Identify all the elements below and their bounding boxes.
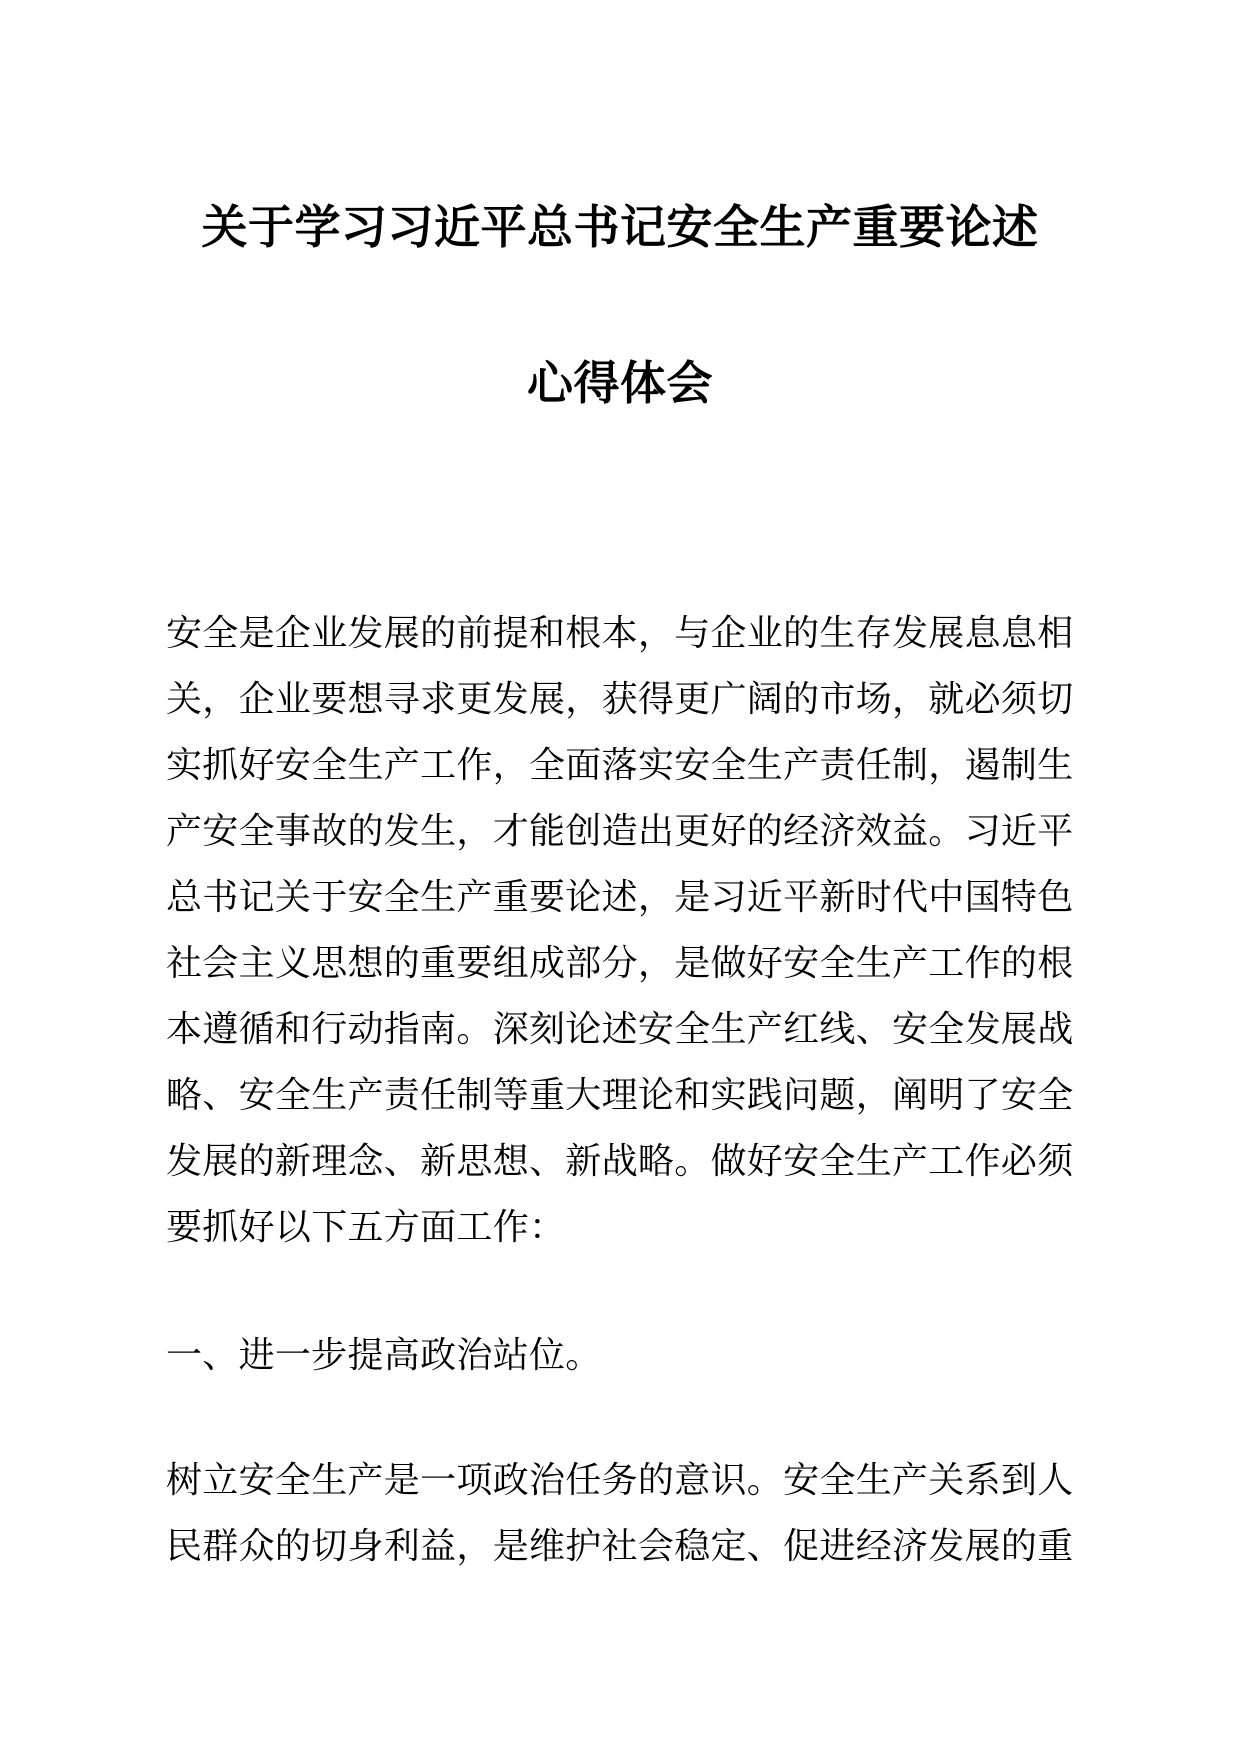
text-line: 发展的新理念、新思想、新战略。做好安全生产工作必须 <box>166 1140 1074 1181</box>
paragraph-1 <box>166 600 1078 1260</box>
text-line: 略、安全生产责任制等重大理论和实践问题，阐明了安全 <box>166 1074 1074 1115</box>
section-heading-1: 一、进一步提高政治站位。 <box>166 1334 602 1375</box>
text-line: 安全是企业发展的前提和根本，与企业的生存发展息息相 <box>166 612 1074 653</box>
text-line: 要抓好以下五方面工作： <box>166 1206 566 1247</box>
text-line: 社会主义思想的重要组成部分，是做好安全生产工作的根 <box>166 942 1074 983</box>
text-line: 民群众的切身利益，是维护社会稳定、促进经济发展的重 <box>166 1525 1074 1566</box>
text-line: 关，企业要想寻求更发展，获得更广阔的市场，就必须切 <box>166 678 1074 719</box>
text-line: 总书记关于安全生产重要论述，是习近平新时代中国特色 <box>166 876 1074 917</box>
text-line: 树立安全生产是一项政治任务的意识。安全生产关系到人 <box>166 1459 1074 1500</box>
paragraph-2 <box>166 1447 1078 1579</box>
text-line: 本遵循和行动指南。深刻论述安全生产红线、安全发展战 <box>166 1008 1074 1049</box>
text-line: 实抓好安全生产工作，全面落实安全生产责任制，遏制生 <box>166 744 1074 785</box>
document-title-line-1: 关于学习习近平总书记安全生产重要论述 <box>201 201 1039 253</box>
text-line: 产安全事故的发生，才能创造出更好的经济效益。习近平 <box>166 810 1074 851</box>
document-title-line-2: 心得体会 <box>527 357 713 409</box>
